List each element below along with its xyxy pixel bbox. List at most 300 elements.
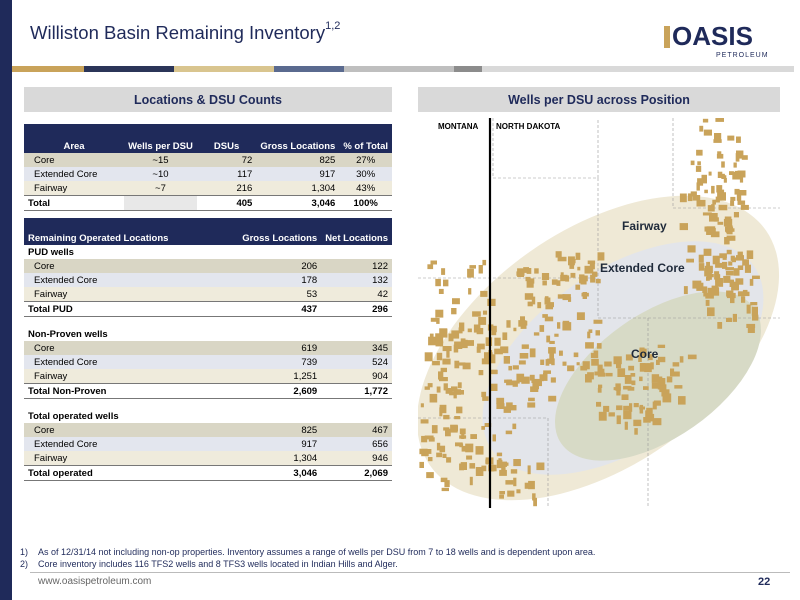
acreage-block — [530, 386, 538, 392]
col-header-dsus: DSUs — [197, 124, 256, 153]
col-header-net-locations: Net Locations — [321, 218, 392, 245]
table-row — [24, 287, 392, 302]
cell-net: 2,069 — [321, 466, 392, 481]
group-label: Total operated wells — [28, 410, 119, 422]
acreage-block — [658, 345, 665, 348]
group-label: PUD wells — [28, 246, 74, 258]
col-header-gross-locations: Gross Locations — [256, 124, 339, 153]
acreage-block — [443, 427, 449, 430]
acreage-block — [688, 193, 693, 201]
acreage-block — [734, 268, 740, 276]
acreage-block — [478, 317, 486, 325]
acreage-block — [658, 357, 665, 362]
acreage-block — [430, 394, 438, 403]
montana-label: MONTANA — [438, 122, 479, 131]
table-row — [24, 423, 392, 437]
acreage-block — [625, 375, 632, 384]
fairway-label: Fairway — [622, 219, 667, 233]
acreage-block — [726, 271, 734, 276]
acreage-block — [467, 340, 475, 346]
footer-url-link[interactable]: www.oasispetroleum.com — [38, 576, 152, 587]
acreage-block — [587, 332, 590, 339]
acreage-block — [437, 443, 440, 451]
cell-dsus: 405 — [197, 196, 256, 211]
table-header-row — [24, 218, 392, 245]
acreage-block — [583, 292, 587, 299]
acreage-block — [428, 337, 436, 346]
acreage-block — [442, 488, 449, 491]
acreage-block — [712, 287, 719, 296]
acreage-block — [705, 227, 709, 232]
cell-gross: 437 — [238, 302, 321, 317]
acreage-block — [461, 338, 466, 341]
cell-name: Total operated — [24, 466, 238, 481]
acreage-block — [748, 328, 755, 333]
acreage-block — [450, 425, 458, 433]
acreage-block — [699, 263, 705, 271]
spacer-row — [24, 317, 392, 328]
acreage-block — [726, 291, 733, 297]
acreage-block — [440, 446, 446, 453]
acreage-block — [472, 311, 481, 316]
acreage-block — [715, 263, 724, 268]
cell-dsus: 117 — [197, 167, 256, 181]
acreage-block — [719, 205, 728, 211]
acreage-block — [454, 416, 460, 419]
acreage-block — [733, 314, 737, 322]
acreage-block — [580, 366, 587, 371]
acreage-block — [734, 212, 739, 217]
acreage-block — [718, 222, 724, 225]
acreage-block — [513, 365, 519, 369]
cell-gross: 917 — [256, 167, 339, 181]
cell-area: Fairway — [24, 181, 124, 196]
table-row — [24, 259, 392, 273]
acreage-block — [673, 362, 680, 366]
acreage-block — [616, 405, 622, 410]
acreage-block — [467, 269, 474, 278]
group-label-row — [24, 245, 392, 259]
col-header-remaining-operated: Remaining Operated Locations — [24, 218, 238, 245]
acreage-block — [699, 126, 703, 132]
footnote-2: 2) Core inventory includes 116 TFS2 wells and 8 TFS3 wells located in Indian Hills and Alger. — [20, 559, 398, 569]
cell-gross: 825 — [238, 423, 321, 437]
acreage-block — [469, 463, 475, 469]
acreage-block — [718, 172, 723, 178]
acreage-block — [438, 371, 443, 379]
acreage-block — [452, 298, 460, 304]
acreage-block — [585, 342, 594, 348]
cell-net: 904 — [321, 369, 392, 384]
acreage-block — [436, 342, 444, 347]
acreage-block — [634, 403, 639, 407]
acreage-block — [622, 394, 629, 400]
cell-gross: 1,251 — [238, 369, 321, 384]
acreage-block — [552, 279, 558, 284]
acreage-block — [598, 388, 602, 393]
acreage-block — [654, 401, 661, 406]
acreage-block — [714, 133, 721, 141]
acreage-block — [743, 292, 750, 296]
acreage-block — [633, 420, 641, 426]
acreage-block — [598, 373, 605, 377]
group-label-row — [24, 409, 392, 423]
acreage-block — [454, 345, 459, 353]
acreage-block — [517, 268, 524, 277]
acreage-block — [696, 150, 703, 156]
acreage-block — [441, 268, 445, 275]
acreage-block — [540, 374, 544, 381]
cell-name: Extended Core — [24, 355, 238, 369]
acreage-block — [575, 285, 580, 290]
acreage-block — [605, 373, 612, 377]
core-label: Core — [631, 347, 659, 361]
cell-net: 524 — [321, 355, 392, 369]
col-header-area: Area — [24, 124, 124, 153]
acreage-block — [508, 366, 512, 371]
acreage-block — [587, 372, 594, 379]
acreage-block — [477, 347, 481, 353]
cell-area: Core — [24, 153, 124, 167]
acreage-block — [715, 118, 724, 122]
acreage-block — [461, 431, 464, 439]
acreage-block — [522, 344, 529, 349]
acreage-block — [490, 384, 497, 391]
acreage-block — [554, 334, 558, 337]
acreage-block — [692, 281, 701, 289]
acreage-block — [688, 245, 696, 252]
acreage-block — [594, 351, 599, 359]
acreage-block — [466, 456, 472, 460]
acreage-block — [470, 434, 477, 439]
acreage-block — [634, 428, 638, 435]
acreage-block — [525, 293, 533, 300]
cell-gross: 917 — [238, 437, 321, 451]
acreage-block — [614, 387, 621, 390]
acreage-block — [735, 171, 740, 180]
acreage-block — [590, 275, 595, 283]
acreage-block — [556, 251, 562, 257]
acreage-block — [534, 332, 539, 335]
acreage-block — [518, 320, 525, 327]
acreage-block — [663, 393, 672, 402]
table-total-row — [24, 302, 392, 317]
acreage-block — [736, 137, 741, 143]
acreage-block — [425, 436, 434, 440]
cell-gross: 206 — [238, 259, 321, 273]
acreage-block — [708, 205, 715, 211]
acreage-block — [505, 480, 513, 485]
acreage-block — [446, 457, 451, 462]
acreage-block — [599, 412, 607, 421]
acreage-block — [493, 326, 497, 332]
acreage-block — [717, 322, 722, 329]
acreage-block — [625, 422, 628, 430]
cell-name: Extended Core — [24, 273, 238, 287]
acreage-block — [468, 329, 472, 333]
acreage-block — [738, 201, 746, 205]
acreage-block — [549, 352, 554, 359]
footer-divider — [30, 572, 790, 573]
acreage-block — [534, 268, 539, 273]
cell-pct: 27% — [339, 153, 392, 167]
acreage-block — [691, 161, 695, 166]
cell-name: Total PUD — [24, 302, 238, 317]
acreage-block — [680, 194, 687, 203]
acreage-block — [568, 297, 571, 302]
acreage-block — [588, 261, 595, 265]
logo-sub-text: PETROLEUM — [716, 52, 769, 59]
acreage-block — [591, 359, 599, 366]
acreage-block — [745, 265, 751, 273]
cell-name: Fairway — [24, 451, 238, 466]
cell-wells: ~10 — [124, 167, 197, 181]
acreage-block — [652, 374, 659, 383]
table-row — [24, 181, 392, 196]
acreage-block — [454, 361, 459, 369]
acreage-block — [451, 308, 456, 314]
acreage-block — [750, 279, 754, 286]
acreage-block — [727, 136, 734, 141]
acreage-block — [580, 277, 586, 282]
acreage-block — [470, 477, 473, 485]
acreage-block — [527, 268, 532, 274]
acreage-block — [752, 307, 758, 316]
acreage-block — [427, 264, 433, 269]
acreage-block — [684, 286, 688, 294]
acreage-block — [752, 276, 760, 279]
acreage-block — [562, 322, 571, 330]
acreage-block — [561, 272, 564, 278]
acreage-block — [640, 363, 646, 372]
extended-core-label: Extended Core — [600, 261, 685, 275]
acreage-block — [598, 385, 602, 388]
header-stripe-gold — [12, 66, 84, 72]
acreage-block — [527, 281, 534, 288]
acreage-block — [502, 332, 507, 340]
table-total-row — [24, 466, 392, 481]
acreage-block — [697, 200, 706, 207]
group-label-row — [24, 327, 392, 341]
acreage-block — [660, 378, 666, 386]
acreage-block — [709, 172, 712, 176]
acreage-block — [482, 358, 489, 364]
acreage-block — [715, 278, 723, 287]
acreage-block — [724, 219, 732, 227]
cell-gross: 825 — [256, 153, 339, 167]
table-total-row — [24, 384, 392, 399]
acreage-block — [735, 278, 743, 284]
acreage-block — [643, 417, 651, 423]
acreage-block — [536, 463, 544, 471]
acreage-block — [481, 426, 485, 430]
acreage-block — [737, 194, 741, 201]
acreage-block — [617, 415, 621, 424]
acreage-block — [730, 197, 735, 201]
cell-gross: 1,304 — [238, 451, 321, 466]
acreage-block — [577, 362, 580, 365]
acreage-block — [426, 472, 434, 478]
acreage-block — [597, 343, 602, 349]
acreage-block — [604, 362, 612, 367]
acreage-block — [483, 311, 487, 315]
acreage-block — [494, 338, 500, 346]
acreage-block — [646, 408, 653, 416]
acreage-block — [727, 250, 732, 255]
col-header-wells-per-dsu: Wells per DSU — [124, 124, 197, 153]
acreage-block — [513, 459, 521, 466]
acreage-block — [574, 353, 579, 358]
acreage-block — [496, 403, 504, 409]
acreage-block — [596, 330, 601, 335]
table-row — [24, 341, 392, 355]
footnotes — [20, 546, 595, 570]
acreage-block — [540, 360, 544, 365]
acreage-block — [726, 318, 732, 322]
acreage-block — [678, 396, 686, 405]
table-total-row — [24, 196, 392, 211]
cell-area: Extended Core — [24, 167, 124, 181]
acreage-block — [468, 288, 471, 294]
operated-locations-table — [24, 218, 392, 481]
acreage-block — [526, 277, 531, 281]
acreage-block — [603, 406, 609, 412]
acreage-block — [721, 161, 725, 167]
acreage-block — [631, 381, 635, 386]
acreage-block — [609, 412, 615, 416]
acreage-block — [494, 349, 503, 355]
acreage-block — [443, 280, 448, 287]
acreage-block — [557, 322, 560, 329]
logo-main-text: OASIS — [672, 21, 753, 51]
acreage-block — [537, 302, 541, 308]
acreage-block — [462, 446, 471, 452]
acreage-block — [706, 300, 710, 306]
dsu-counts-table — [24, 124, 392, 211]
acreage-block — [446, 350, 449, 358]
cell-net: 42 — [321, 287, 392, 302]
acreage-block — [442, 359, 450, 365]
acreage-block — [728, 261, 732, 265]
acreage-block — [428, 457, 433, 461]
acreage-block — [558, 294, 565, 298]
acreage-block — [443, 415, 449, 419]
acreage-block — [451, 330, 459, 338]
acreage-block — [421, 403, 424, 407]
acreage-block — [714, 217, 719, 221]
cell-net: 132 — [321, 273, 392, 287]
cell-pct: 30% — [339, 167, 392, 181]
acreage-block — [686, 259, 694, 263]
cell-name: Extended Core — [24, 437, 238, 451]
acreage-block — [528, 481, 535, 489]
cell-net: 1,772 — [321, 384, 392, 399]
page-number: 22 — [758, 576, 771, 588]
acreage-block — [511, 381, 520, 384]
acreage-block — [704, 190, 708, 194]
acreage-block — [725, 267, 734, 270]
acreage-block — [437, 387, 441, 393]
acreage-block — [528, 398, 535, 402]
cell-wells: ~7 — [124, 181, 197, 196]
acreage-block — [469, 265, 476, 269]
acreage-block — [571, 273, 576, 278]
acreage-block — [455, 442, 463, 446]
acreage-block — [551, 377, 556, 382]
acreage-block — [512, 424, 516, 430]
cell-name: Fairway — [24, 287, 238, 302]
left-accent-bar — [0, 0, 12, 600]
acreage-block — [441, 478, 448, 482]
cell-gross: 619 — [238, 341, 321, 355]
acreage-block — [545, 317, 553, 322]
acreage-block — [439, 289, 444, 294]
acreage-block — [596, 279, 601, 283]
cell-dsus: 216 — [197, 181, 256, 196]
acreage-block — [463, 363, 471, 370]
cell-pct: 100% — [339, 196, 392, 211]
acreage-block — [504, 406, 511, 413]
acreage-block — [616, 359, 621, 368]
acreage-block — [585, 266, 594, 274]
table-header-row — [24, 124, 392, 153]
col-header-gross-locations: Gross Locations — [238, 218, 321, 245]
acreage-block — [510, 405, 516, 410]
acreage-block — [617, 368, 625, 377]
table-row — [24, 153, 392, 167]
acreage-block — [482, 260, 486, 265]
acreage-block — [680, 356, 684, 362]
acreage-block — [432, 361, 440, 365]
acreage-block — [711, 186, 715, 194]
acreage-block — [513, 478, 516, 487]
acreage-block — [706, 274, 714, 277]
acreage-block — [487, 299, 495, 306]
acreage-block — [674, 385, 682, 389]
acreage-block — [697, 161, 701, 165]
acreage-block — [504, 356, 510, 364]
cell-wells — [124, 196, 197, 211]
acreage-block — [496, 398, 504, 404]
acreage-block — [506, 431, 512, 435]
cell-net: 345 — [321, 341, 392, 355]
header-stripe-grey — [344, 66, 454, 72]
acreage-block — [577, 312, 585, 320]
acreage-block — [428, 383, 433, 387]
acreage-block — [628, 366, 634, 371]
north-dakota-label: NORTH DAKOTA — [496, 122, 561, 131]
acreage-block — [680, 223, 688, 230]
acreage-block — [730, 280, 734, 287]
acreage-block — [505, 463, 508, 466]
oasis-petroleum-logo — [664, 16, 774, 60]
acreage-block — [596, 402, 601, 407]
acreage-block — [750, 302, 757, 305]
acreage-block — [461, 462, 467, 470]
cell-area: Total — [24, 196, 124, 211]
acreage-block — [705, 266, 713, 273]
acreage-block — [710, 228, 716, 233]
acreage-block — [741, 296, 745, 303]
acreage-block — [741, 205, 749, 210]
acreage-block — [443, 454, 447, 458]
acreage-block — [430, 334, 434, 338]
cell-wells: ~15 — [124, 153, 197, 167]
acreage-block — [559, 351, 563, 356]
acreage-block — [570, 259, 575, 263]
acreage-block — [569, 264, 574, 269]
acreage-block — [499, 470, 507, 476]
